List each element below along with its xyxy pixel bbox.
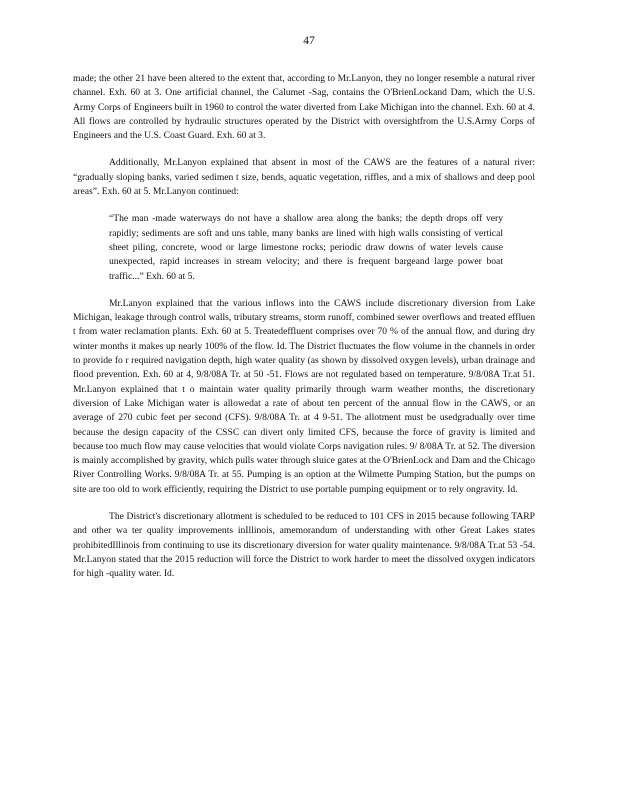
page-number: 47 — [303, 35, 315, 47]
body-text — [73, 72, 535, 595]
paragraph-continued: made; the other 21 have been altered to the extent that, according to Mr.Lanyon, they no longer resemble a natural river channel. Exh. 60 at 3. One artificial channel, the Calumet -Sag, contains the O'BrienLockand Dam, which the U.S. Army Corps of Engineers built in 1960 to control the water diverted from Lake Michigan into the channel. Exh. 60 at 4. All flows are controlled by hydraulic structures operated by the District with oversightfrom the U.S.Army Corps of Engineers and the U.S. Coast Guard. Exh. 60 at 3. — [73, 73, 535, 142]
block-quote-text: “The man -made waterways do not have a shallow area along the banks; the depth drops off very rapidly; sediments are soft and uns table, many banks are lined with high walls consisting of vertical sheet piling, concrete, wood or large limestone rocks; periodic draw downs of water levels cause unexpected, rapid increases in stream velocity; and there is frequent bargeand large power boat traffic...” Exh. 60 at 5. — [109, 213, 503, 282]
paragraph-inflows: Mr.Lanyon explained that the various inflows into the CAWS include discretionary diversion from Lake Michigan, leakage through control walls, tributary streams, storm runoff, combined sewer overflows and treated effluen t from water reclamation plants. Exh. 60 at 5. Treatedeffluent comprises over 70 % of the annual flow, and during dry winter months it makes up nearly 100% of the flow. Id. The District fluctuates the flow volume in the channels in order to provide fo r required navigation depth, high water quality (as shown by dissolved oxygen levels), urban drainage and flood prevention. Exh. 60 at 4, 9/8/08A Tr. at 50 -51. Flows are not regulated based on temperature. 9/8/08A Tr.at 51. Mr.Lanyon explained that t o maintain water quality primarily through warm weather months, the discretionary diversion of Lake Michigan water is allowedat a rate of about ten percent of the annual flow in the CAWS, or an average of 270 cubic feet per second (CFS). 9/8/08A Tr. at 4 9-51. The allotment must be usedgradually over time because the design capacity of the CSSC can divert only limited CFS, because the force of gravity is limited and because too much flow may cause velocities that would violate Corps navigation rules. 9/ 8/08A Tr. at 52. The diversion is mainly accomplished by gravity, which pulls water through sluice gates at the O'BrienLock and Dam and the Chicago River Controlling Works. 9/8/08A Tr. at 55. Pumping is an option at the Wilmette Pumping Station, but the pumps on site are too old to work efficiently, requiring the District to use portable pumping equipment or to rely ongravity. Id. — [73, 297, 535, 495]
paragraph-allotment: The District's discretionary allotment is scheduled to be reduced to 101 CFS in 2015 because following TARP and other wa ter quality improvements inIllinois, amemorandum of understanding with other Great Lakes states prohibitedIllinois from continuing to use its discretionary diversion for water quality maintenance. 9/8/08A Tr.at 53 -54. Mr.Lanyon stated that the 2015 reduction will force the District to work harder to meet the dissolved oxygen indicators for high -quality water. Id. — [73, 511, 535, 580]
paragraph-additionally: Additionally, Mr.Lanyon explained that absent in most of the CAWS are the features of a natural river: “gradually sloping banks, varied sedimen t size, bends, aquatic vegetation, riffles, and a mix of shallows and deep pool areas”. Exh. 60 at 5. Mr.Lanyon continued: — [73, 157, 535, 198]
block-quote — [109, 212, 503, 283]
